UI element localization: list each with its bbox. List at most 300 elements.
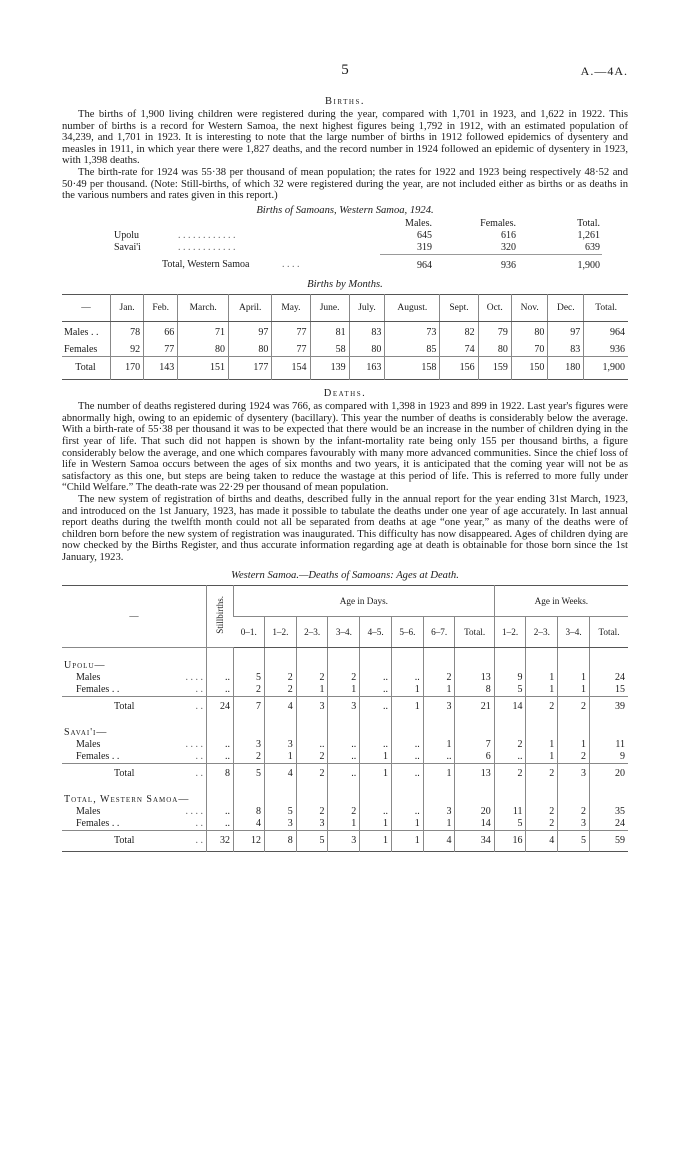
cell: 4: [526, 830, 558, 851]
cell: 14: [494, 696, 526, 717]
births-paragraph-2: The birth-rate for 1924 was 55·38 per thousand of mean population; the rates for 1922 and 1923 being respectively 48·52 and 50·49 per thousand. (Note: Still-births, of which 32 were registered during the year, are not included either as births or as deaths in the various numbers and rates given in this report.): [62, 166, 628, 202]
cell: ..: [360, 672, 392, 684]
cell: 1: [391, 830, 423, 851]
table-header-row: [62, 295, 628, 322]
cell: ..: [391, 763, 423, 784]
cell: 2: [526, 696, 558, 717]
cell: 2: [296, 763, 328, 784]
cell: 77: [144, 344, 178, 357]
births-paragraph-1: The births of 1,900 living children were registered during the year, compared with 1,701 in 1923, and 1,622 in 1922. This number of births is a record for Western Samoa, the next highest figures being 1,792 in 1912, with an estimated population of 34,239, and 1,701 in 1923. It is interesting to note that the large number of births in 1912 followed epidemics of dysentery and measles in 1911, in which year there were 1,827 deaths, and the record number in 1924 followed an epidemic of dysentery in 1923, with 1,398 deaths.: [62, 109, 628, 167]
empty-cell: [391, 647, 423, 672]
col-total: Total.: [577, 217, 600, 229]
leader-dots: . .: [195, 700, 203, 712]
deaths-paragraph-1: The number of deaths registered during 1924 was 766, as compared with 1,398 in 1923 and 899 in 1922. Last year's figures were abnormally high, owing to an epidemic of dysentery (bacillary). This year the number of deaths is considerably below the average. With a birth-rate of 55·38 per thousand it was to be expected that there would be an increase in the number of children dying in the first year of life. That such did not happen is shown by the infant-mortality rate being only 155 per thousand births, a figure considerably below the average, and one which compares favourably with many more advanced communities. Since the chief loss of life in Western Samoa occurs between the ages of six months and two years, it is anticipated that the coming year will not be as satisfactory as this one, but steps are being taken to reduce the wastage at this period of life. This is referred to more fully under “Child Welfare.” The death-rate was 22·29 per thousand of mean population.: [62, 401, 628, 494]
table-header-row: [112, 218, 602, 230]
cell: 936: [584, 344, 628, 357]
empty-cell: [360, 784, 392, 806]
cell: 936: [434, 254, 518, 276]
month-column-header: Nov.: [511, 295, 548, 322]
corner-cell: —: [62, 585, 207, 647]
empty-cell: [360, 647, 392, 672]
cell: 319: [417, 241, 432, 253]
empty-cell: [207, 717, 234, 739]
row-label: Females . .: [76, 683, 120, 695]
cell: 16: [494, 830, 526, 851]
table-row: [62, 739, 628, 751]
cell: 2: [328, 806, 360, 818]
deaths-table-title: Western Samoa.—Deaths of Samoans: Ages at Death.: [231, 569, 459, 581]
cell: 24: [207, 696, 234, 717]
month-column-header: Dec.: [548, 295, 584, 322]
samoan-births-title: Births of Samoans, Western Samoa, 1924.: [256, 204, 434, 216]
cell: 2: [526, 763, 558, 784]
cell: ..: [494, 751, 526, 764]
day-column-header: 6–7.: [423, 616, 455, 647]
cell: 2: [526, 818, 558, 831]
leader-dots: . .: [195, 683, 203, 695]
cell: 1: [360, 830, 392, 851]
cell: ..: [207, 806, 234, 818]
cell: 8: [264, 830, 296, 851]
cell: 158: [385, 357, 440, 380]
cell: 616: [501, 229, 516, 241]
leader-dots: . . . .: [281, 259, 300, 271]
cell: 2: [558, 696, 590, 717]
day-column-header: 3–4.: [328, 616, 360, 647]
cell: 1: [526, 739, 558, 751]
empty-cell: [264, 647, 296, 672]
cell: 159: [478, 357, 511, 380]
cell: 3: [423, 806, 455, 818]
empty-cell: [589, 717, 628, 739]
section-header-row: [62, 717, 628, 739]
cell: 66: [144, 322, 178, 345]
leader-dots: . . . .: [185, 805, 203, 817]
section-name: Upolu—: [64, 659, 106, 671]
empty-cell: [391, 784, 423, 806]
table-row: [112, 230, 602, 242]
cell: 2: [558, 751, 590, 764]
cell: 139: [310, 357, 349, 380]
births-by-months-table: [62, 294, 628, 380]
total-label-cell: [62, 763, 207, 784]
day-column-header: Total.: [455, 616, 494, 647]
cell: ..: [207, 684, 234, 697]
cell: 3: [328, 696, 360, 717]
empty-cell: [589, 647, 628, 672]
table-row: [62, 818, 628, 831]
total-label-cell: [62, 696, 207, 717]
cell: 80: [229, 344, 272, 357]
row-label-cell: [62, 684, 207, 697]
month-column-header: Sept.: [440, 295, 478, 322]
cell: 8: [207, 763, 234, 784]
total-label: Total: [114, 767, 135, 779]
weeks-group-header: Age in Weeks.: [494, 585, 628, 616]
week-column-header: 2–3.: [526, 616, 558, 647]
cell: 8: [455, 684, 494, 697]
table-total-row: [62, 696, 628, 717]
row-label-cell: [62, 818, 207, 831]
leader-dots: . .: [195, 767, 203, 779]
cell: 1: [360, 751, 392, 764]
empty-cell: [234, 784, 265, 806]
section-header-row: [62, 784, 628, 806]
cell: 3: [558, 818, 590, 831]
table-total-row: [62, 830, 628, 851]
cell: 39: [589, 696, 628, 717]
empty-cell: [264, 717, 296, 739]
cell: 2: [328, 672, 360, 684]
col-females: Females.: [480, 217, 516, 229]
days-group-header: Age in Days.: [234, 585, 495, 616]
leader-dots: . . . . . . . . . . . .: [178, 242, 236, 253]
cell: 73: [385, 322, 440, 345]
cell: 1: [526, 684, 558, 697]
cell: 9: [494, 672, 526, 684]
row-label: Females . .: [76, 817, 120, 829]
document-reference: A.—4A.: [580, 64, 628, 78]
row-label: Males: [76, 671, 101, 683]
cell: 1,900: [584, 357, 628, 380]
cell: 1: [391, 684, 423, 697]
cell: 1: [264, 751, 296, 764]
cell: 1: [360, 763, 392, 784]
cell: 639: [585, 241, 600, 253]
total-label-cell: [62, 830, 207, 851]
cell: ..: [391, 672, 423, 684]
cell: 4: [423, 830, 455, 851]
empty-cell: [296, 647, 328, 672]
empty-cell: [328, 647, 360, 672]
cell: 180: [548, 357, 584, 380]
table-total-row: [62, 357, 628, 380]
cell: ..: [328, 751, 360, 764]
cell: 7: [234, 696, 265, 717]
cell: 2: [296, 751, 328, 764]
cell: 5: [494, 818, 526, 831]
cell: 3: [264, 739, 296, 751]
section-name: Total, Western Samoa—: [64, 793, 190, 805]
month-column-header: April.: [229, 295, 272, 322]
cell: 1,261: [577, 229, 600, 241]
page-number: 5: [341, 62, 349, 78]
row-label-cell: [62, 739, 207, 751]
week-column-header: Total.: [589, 616, 628, 647]
cell: 177: [229, 357, 272, 380]
page-header: [62, 0, 628, 92]
cell: 13: [455, 672, 494, 684]
day-column-header: 5–6.: [391, 616, 423, 647]
table-row: [62, 344, 628, 357]
table-row: [62, 684, 628, 697]
cell: ..: [207, 739, 234, 751]
samoan-births-table: [112, 218, 602, 277]
row-label: Females . .: [76, 750, 120, 762]
births-heading: Births.: [325, 96, 365, 107]
leader-dots: . .: [195, 750, 203, 762]
empty-cell: [234, 647, 265, 672]
cell: 2: [526, 806, 558, 818]
empty-cell: [455, 717, 494, 739]
cell: 11: [589, 739, 628, 751]
cell: 1: [423, 739, 455, 751]
table-row: [62, 322, 628, 345]
cell: 97: [548, 322, 584, 345]
cell: 35: [589, 806, 628, 818]
cell: 1: [423, 818, 455, 831]
leader-dots: . . . .: [185, 738, 203, 750]
cell: 34: [455, 830, 494, 851]
cell: 14: [455, 818, 494, 831]
cell: 1: [558, 672, 590, 684]
cell: 151: [178, 357, 229, 380]
empty-cell: [589, 784, 628, 806]
empty-cell: [423, 647, 455, 672]
cell: 150: [511, 357, 548, 380]
row-label-cell: [62, 672, 207, 684]
cell: 20: [455, 806, 494, 818]
cell: ..: [360, 696, 392, 717]
cell: 2: [558, 806, 590, 818]
col-males: Males.: [405, 217, 432, 229]
empty-cell: [526, 717, 558, 739]
cell: 154: [272, 357, 310, 380]
row-label: Males: [76, 738, 101, 750]
empty-cell: [494, 647, 526, 672]
cell: 83: [349, 322, 385, 345]
empty-cell: [494, 784, 526, 806]
row-label: Total: [62, 357, 111, 380]
day-column-header: 4–5.: [360, 616, 392, 647]
deaths-heading: Deaths.: [323, 388, 367, 400]
leader-dots: . .: [195, 817, 203, 829]
cell: 77: [272, 344, 310, 357]
cell: ..: [391, 739, 423, 751]
empty-cell: [296, 717, 328, 739]
empty-cell: [494, 717, 526, 739]
cell: ..: [207, 672, 234, 684]
empty-cell: [296, 784, 328, 806]
total-label: Total, Western Samoa: [162, 259, 250, 271]
row-label-cell: [62, 806, 207, 818]
cell: 20: [589, 763, 628, 784]
cell: 15: [589, 684, 628, 697]
empty-cell: [207, 647, 234, 672]
cell: ..: [360, 684, 392, 697]
row-label: Savai'i: [114, 242, 141, 253]
month-column-header: August.: [385, 295, 440, 322]
empty-cell: [423, 717, 455, 739]
empty-cell: [455, 784, 494, 806]
row-label-cell: [62, 751, 207, 764]
cell: 59: [589, 830, 628, 851]
total-label: Total: [114, 700, 135, 712]
stillbirths-label: Stillbirths.: [215, 596, 225, 634]
cell: 2: [423, 672, 455, 684]
births-by-months-title: Births by Months.: [307, 279, 383, 291]
cell: 4: [234, 818, 265, 831]
cell: 4: [264, 696, 296, 717]
row-label: Males: [76, 805, 101, 817]
cell: 3: [328, 830, 360, 851]
week-column-header: 3–4.: [558, 616, 590, 647]
cell: 77: [272, 322, 310, 345]
leader-dots: . . . .: [185, 671, 203, 683]
cell: ..: [360, 739, 392, 751]
leader-dots: . . . . . . . . . . . .: [178, 229, 236, 241]
month-column-header: May.: [272, 295, 310, 322]
cell: 2: [296, 806, 328, 818]
cell: 964: [584, 322, 628, 345]
table-total-row: [62, 763, 628, 784]
table-group-header-row: [62, 585, 628, 616]
cell: 5: [234, 763, 265, 784]
empty-cell: [360, 717, 392, 739]
cell: 320: [501, 241, 516, 253]
empty-cell: [558, 717, 590, 739]
cell: 24: [589, 672, 628, 684]
empty-cell: [328, 784, 360, 806]
cell: 5: [296, 830, 328, 851]
cell: 1: [391, 818, 423, 831]
cell: 1,900: [518, 254, 602, 276]
cell: 11: [494, 806, 526, 818]
cell: 21: [455, 696, 494, 717]
empty-cell: [234, 717, 265, 739]
month-column-header: March.: [178, 295, 229, 322]
section-header-row: [62, 647, 628, 672]
cell: 2: [494, 763, 526, 784]
cell: 74: [440, 344, 478, 357]
cell: 2: [264, 672, 296, 684]
cell: 170: [111, 357, 144, 380]
section-name: Savai'i—: [64, 726, 108, 738]
cell: 5: [494, 684, 526, 697]
cell: 9: [589, 751, 628, 764]
cell: 645: [417, 229, 432, 241]
cell: 5: [558, 830, 590, 851]
cell: 2: [296, 672, 328, 684]
cell: 80: [178, 344, 229, 357]
cell: ..: [360, 806, 392, 818]
day-column-header: 1–2.: [264, 616, 296, 647]
cell: 1: [423, 763, 455, 784]
cell: 81: [310, 322, 349, 345]
cell: 1: [558, 739, 590, 751]
week-column-header: 1–2.: [494, 616, 526, 647]
cell: ..: [328, 763, 360, 784]
cell: ..: [391, 751, 423, 764]
month-column-header: Oct.: [478, 295, 511, 322]
cell: 80: [511, 322, 548, 345]
empty-cell: [558, 647, 590, 672]
cell: 58: [310, 344, 349, 357]
row-label: Females: [64, 344, 98, 356]
empty-cell: [207, 784, 234, 806]
month-column-header: Total.: [584, 295, 628, 322]
cell: 70: [511, 344, 548, 357]
cell: 79: [478, 322, 511, 345]
cell: 85: [385, 344, 440, 357]
cell: ..: [391, 806, 423, 818]
cell: 2: [264, 684, 296, 697]
cell: 71: [178, 322, 229, 345]
cell: 1: [526, 672, 558, 684]
cell: 24: [589, 818, 628, 831]
leader-dots: . .: [195, 834, 203, 846]
row-label: Upolu: [114, 229, 139, 241]
cell: ..: [296, 739, 328, 751]
cell: 12: [234, 830, 265, 851]
cell: 4: [264, 763, 296, 784]
cell: 80: [349, 344, 385, 357]
cell: 156: [440, 357, 478, 380]
cell: ..: [207, 818, 234, 831]
cell: 7: [455, 739, 494, 751]
month-column-header: July.: [349, 295, 385, 322]
cell: 163: [349, 357, 385, 380]
empty-cell: [328, 717, 360, 739]
cell: 1: [328, 684, 360, 697]
cell: 5: [234, 672, 265, 684]
deaths-paragraph-2: The new system of registration of births and deaths, described fully in the annual report for the year ending 31st March, 1923, and introduced on the 1st January, 1923, has made it possible to tabulate the deaths under one year of age accurately. In last annual report deaths during the twelfth month could not all be separated from deaths at age “one year,” as many of the deaths were of children born before the new system of registration was inaugurated. This difficulty has now disappeared. Ages of children dying are now checked by the Births Register, and thus accurate information regarding age at death is obtainable for those born since the 1st January, 1923.: [62, 494, 628, 563]
cell: 2: [494, 739, 526, 751]
cell: 8: [234, 806, 265, 818]
cell: 80: [478, 344, 511, 357]
month-column-header: Jan.: [111, 295, 144, 322]
stillbirths-header: [207, 585, 234, 647]
cell: 1: [328, 818, 360, 831]
cell: 5: [264, 806, 296, 818]
cell: 143: [144, 357, 178, 380]
cell: 964: [380, 254, 434, 276]
cell: 3: [296, 696, 328, 717]
deaths-table: [62, 585, 628, 852]
empty-cell: [391, 717, 423, 739]
cell: 1: [558, 684, 590, 697]
empty-cell: [455, 647, 494, 672]
empty-cell: [526, 784, 558, 806]
document-page: [62, 0, 628, 852]
cell: ..: [423, 751, 455, 764]
empty-cell: [526, 647, 558, 672]
cell: 1: [526, 751, 558, 764]
cell: ..: [328, 739, 360, 751]
cell: 1: [391, 696, 423, 717]
cell: 3: [234, 739, 265, 751]
cell: 83: [548, 344, 584, 357]
cell: ..: [207, 751, 234, 764]
month-column-header: June.: [310, 295, 349, 322]
table-total-row: [112, 254, 602, 276]
cell: 1: [360, 818, 392, 831]
cell: 82: [440, 322, 478, 345]
day-column-header: 0–1.: [234, 616, 265, 647]
cell: 92: [111, 344, 144, 357]
table-row: [62, 751, 628, 764]
cell: 3: [296, 818, 328, 831]
cell: 97: [229, 322, 272, 345]
cell: 1: [423, 684, 455, 697]
cell: 6: [455, 751, 494, 764]
cell: 32: [207, 830, 234, 851]
cell: 1: [296, 684, 328, 697]
table-row: [62, 806, 628, 818]
cell: 3: [423, 696, 455, 717]
cell: 78: [111, 322, 144, 345]
total-label: Total: [114, 834, 135, 846]
